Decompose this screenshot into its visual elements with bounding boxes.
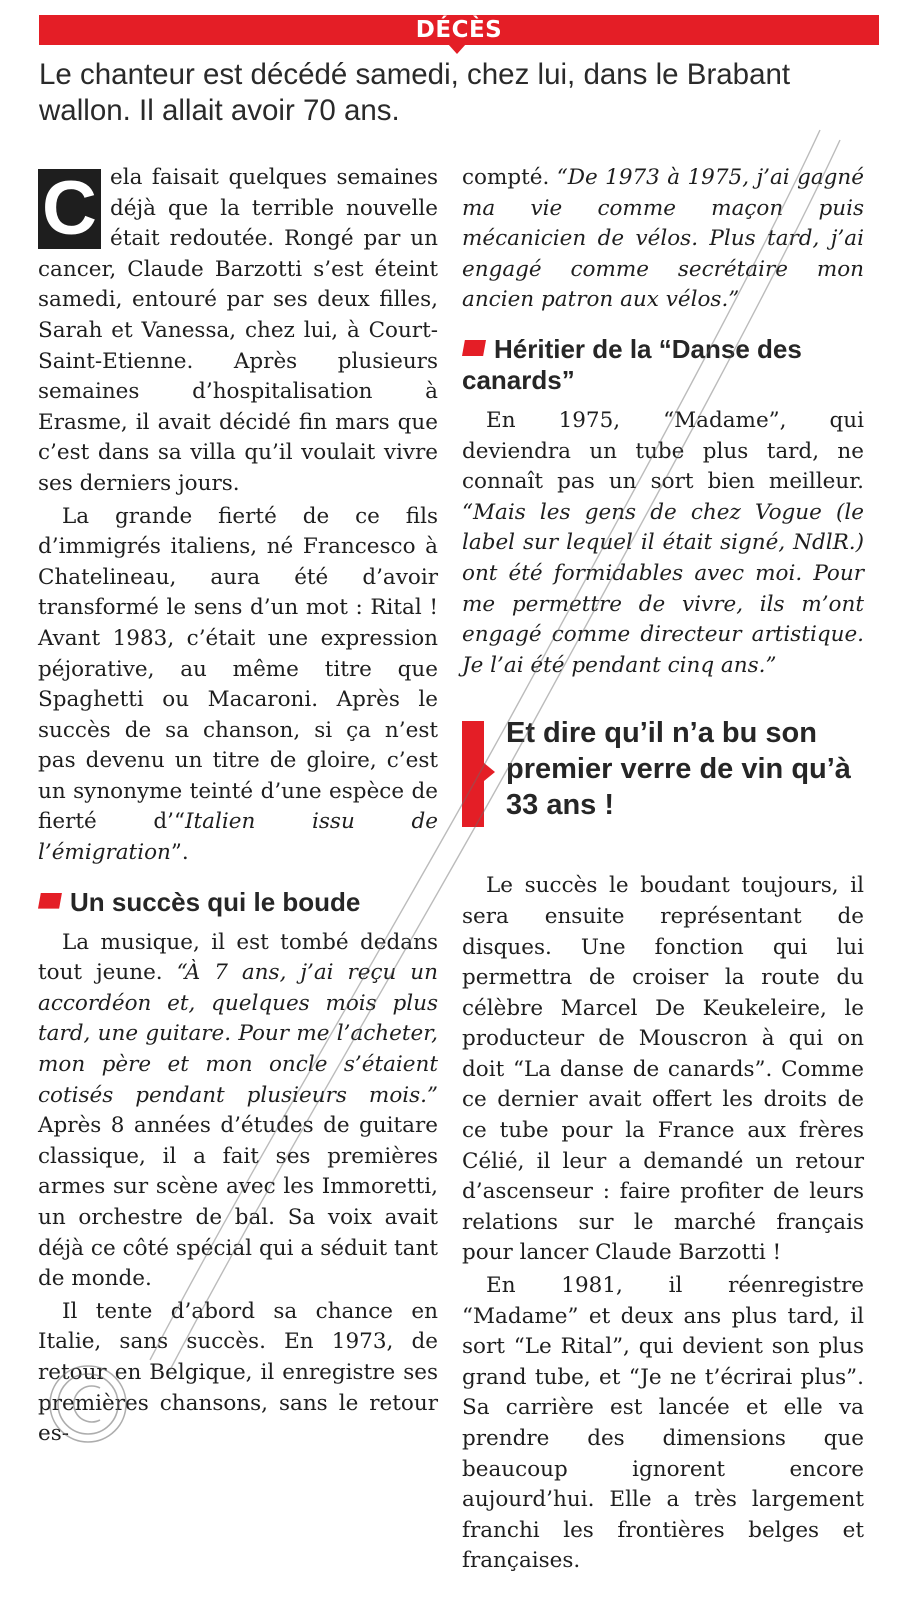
pull-quote-bar bbox=[462, 721, 484, 827]
subhead-succes bbox=[38, 887, 438, 918]
subhead-succes-text: Un succès qui le boude bbox=[70, 886, 361, 917]
paragraph-rital-end: ”. bbox=[170, 840, 189, 866]
paragraph-1981: En 1981, il réenregistre “Madame” et deux ans plus tard, il sort “Le Rital”, qui devient son plus grand tube, et “Je ne t’écrirai plus”. Sa carrière est lancée et elle va prendre des dimensions que beaucoup ignorent encore aujourd’hui. Elle a très largement franchi les frontières belges et françaises. bbox=[462, 1273, 864, 1574]
paragraph-compte-quote: “De 1973 à 1975, j’ai gagné ma vie comme maçon puis mécanicien de vélos. Plus tard, j’ai engagé comme secrétaire mon ancien patron aux vélos.” bbox=[462, 165, 864, 313]
subhead-heritier-text: Héritier de la “Danse des canards” bbox=[462, 333, 802, 395]
section-band bbox=[39, 15, 879, 45]
paragraph-musique-quote: “À 7 ans, j’ai reçu un accordéon et, quelques mois plus tard, une guitare. Pour me l’acheter, mon père et mon oncle s’étaient cotisés pendant plusieurs mois.” bbox=[38, 960, 438, 1108]
paragraph-musique-text: La musique, il est tombé dedans tout jeune. bbox=[38, 929, 438, 986]
column-right bbox=[462, 163, 864, 1577]
paragraph-italie: Il tente d’abord sa chance en Italie, sans succès. En 1973, de retour en Belgique, il enregistre ses premières chansons, sans le retour es- bbox=[38, 1298, 438, 1447]
pull-quote bbox=[462, 717, 864, 831]
paragraph-madame bbox=[462, 406, 864, 681]
paragraph-disques: Le succès le boudant toujours, il sera ensuite représentant de disques. Une fonction qui lui permettra de croiser la route du célèbre Marcel De Keukeleire, le producteur de Mouscron à qui on doit “La danse de canards”. Comme ce dernier avait offert les droits de ce tube pour la France aux frères Célié, il leur a demandé un retour d’ascenseur : faire profiter de leurs relations sur le marché français pour lancer Claude Barzotti ! bbox=[462, 873, 864, 1266]
paragraph-rital-quote: Italien issu de l’émigration bbox=[38, 809, 438, 866]
paragraph-musique-end: Après 8 années d’études de guitare classique, il a fait ses premières armes sur scène avec les Immoretti, un orchestre de bal. Sa voix avait déjà ce côté spécial qui a séduit tant de monde. bbox=[38, 1113, 438, 1292]
paragraph-musique bbox=[38, 928, 438, 1295]
subhead-bullet-icon bbox=[462, 340, 486, 356]
paragraph-compte bbox=[462, 163, 864, 316]
column-left bbox=[38, 163, 438, 1450]
paragraph-rital-text: La grande fierté de ce fils d’immigrés italiens, né Francesco à Chatelineau, aura été d’avoir transformé le sens d’un mot : Rital ! Avant 1983, c’était une expression péjorative, au même titre que Spaghetti ou Macaroni. Après le succès de sa chanson, si ça n’est pas devenu un titre de gloire, c’est un synonyme teinté d’une espèce de fierté d’“ bbox=[38, 503, 438, 835]
paragraph-intro-text: ela faisait quelques semaines déjà que la terrible nouvelle était redoutée. Rongé par un cancer, Claude Barzotti s’est éteint samedi, entouré par ses deux filles, Sarah et Vanessa, chez lui, à Court-Saint-Etienne. Après plusieurs semaines d’hospitalisation à Erasme, il avait décidé fin mars que c’est dans sa villa qu’il voulait vivre ses derniers jours. bbox=[38, 165, 438, 496]
paragraph-madame-text: En 1975, “Madame”, qui deviendra un tube plus tard, ne connaît pas un sort bien meilleur. bbox=[462, 407, 864, 495]
subhead-heritier bbox=[462, 334, 864, 396]
subhead-bullet-icon bbox=[38, 893, 62, 909]
section-band-notch bbox=[448, 44, 466, 54]
article-lede: Le chanteur est décédé samedi, chez lui, dans le Brabant wallon. Il allait avoir 70 ans. bbox=[39, 58, 791, 127]
drop-cap: C bbox=[38, 169, 101, 249]
pull-quote-text: Et dire qu’il n’a bu son premier verre de vin qu’à 33 ans ! bbox=[506, 717, 851, 822]
pull-quote-notch bbox=[484, 763, 495, 781]
paragraph-rital bbox=[38, 502, 438, 869]
paragraph-madame-quote: “Mais les gens de chez Vogue (le label sur lequel il était signé, NdlR.) ont été formidables avec moi. Pour me permettre de vivre, ils m’ont engagé comme directeur artistique. Je l’ai été pendant cinq ans.” bbox=[462, 499, 864, 678]
paragraph-intro bbox=[38, 163, 438, 500]
paragraph-compte-text: compté. bbox=[462, 165, 557, 190]
section-label: DÉCÈS bbox=[415, 17, 503, 43]
